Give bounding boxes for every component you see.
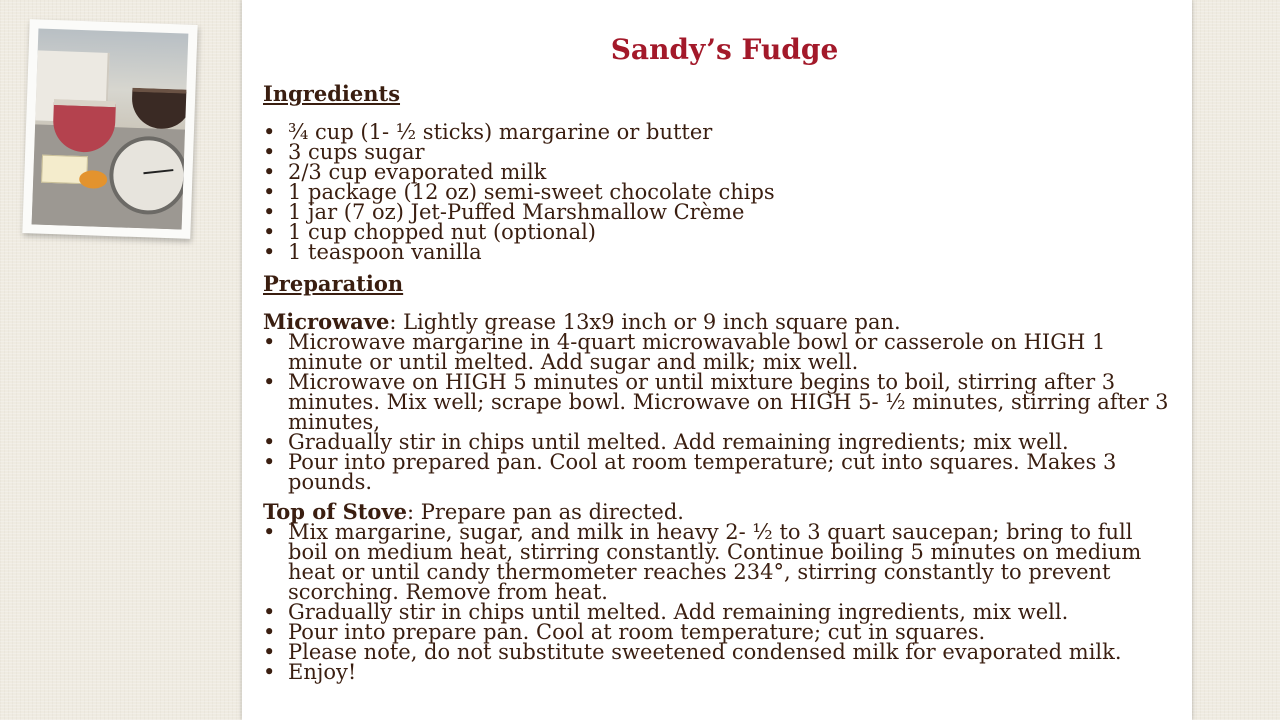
recipe-content xyxy=(263,30,1178,682)
kitchen-photo-image xyxy=(32,28,189,229)
ingredients-list xyxy=(263,122,1178,262)
stove-steps xyxy=(263,522,1178,682)
ingredient-item: • 2/3 cup evaporated milk xyxy=(263,162,1178,182)
stove-step: • Please note, do not substitute sweetened condensed milk for evaporated milk. xyxy=(263,642,1178,662)
microwave-step: • Gradually stir in chips until melted. Add remaining ingredients; mix well. xyxy=(263,432,1178,452)
microwave-step: • Pour into prepared pan. Cool at room temperature; cut into squares. Makes 3 pounds. xyxy=(263,452,1178,492)
microwave-step: • Microwave on HIGH 5 minutes or until mixture begins to boil, stirring after 3 minutes. Mix well; scrape bowl. Microwave on HIGH 5- ½ minutes, stirring after 3 minutes, xyxy=(263,372,1178,432)
stove-intro-text: : Prepare pan as directed. xyxy=(407,500,684,524)
microwave-intro-text: : Lightly grease 13x9 inch or 9 inch square pan. xyxy=(389,310,901,334)
ingredients-heading: Ingredients xyxy=(263,81,401,106)
page-title: Sandy’s Fudge xyxy=(610,33,839,66)
ingredient-item: • ¾ cup (1- ½ sticks) margarine or butter xyxy=(263,122,1178,142)
stove-step: • Gradually stir in chips until melted. Add remaining ingredients, mix well. xyxy=(263,602,1178,622)
ingredient-item: • 1 package (12 oz) semi-sweet chocolate chips xyxy=(263,182,1178,202)
ingredient-item: • 3 cups sugar xyxy=(263,142,1178,162)
preparation-heading: Preparation xyxy=(263,271,404,296)
ingredient-item: • 1 cup chopped nut (optional) xyxy=(263,222,1178,242)
stove-step: • Pour into prepare pan. Cool at room temperature; cut in squares. xyxy=(263,622,1178,642)
microwave-steps xyxy=(263,332,1178,492)
stove-intro xyxy=(263,499,1178,524)
ingredient-item: • 1 teaspoon vanilla xyxy=(263,242,1178,262)
microwave-label: Microwave xyxy=(263,309,390,334)
microwave-step: • Microwave margarine in 4-quart microwavable bowl or casserole on HIGH 1 minute or until melted. Add sugar and milk; mix well. xyxy=(263,332,1178,372)
recipe-photo xyxy=(22,19,197,239)
stove-step: • Enjoy! xyxy=(263,662,1178,682)
stove-step: • Mix margarine, sugar, and milk in heavy 2- ½ to 3 quart saucepan; bring to full boil on medium heat, stirring constantly. Continue boiling 5 minutes on medium heat or until candy thermometer reaches 234°, stirring constantly to prevent scorching. Remove from heat. xyxy=(263,522,1178,602)
microwave-intro xyxy=(263,309,1178,334)
ingredient-item: • 1 jar (7 oz) Jet-Puffed Marshmallow Crème xyxy=(263,202,1178,222)
stove-label: Top of Stove xyxy=(263,499,408,524)
